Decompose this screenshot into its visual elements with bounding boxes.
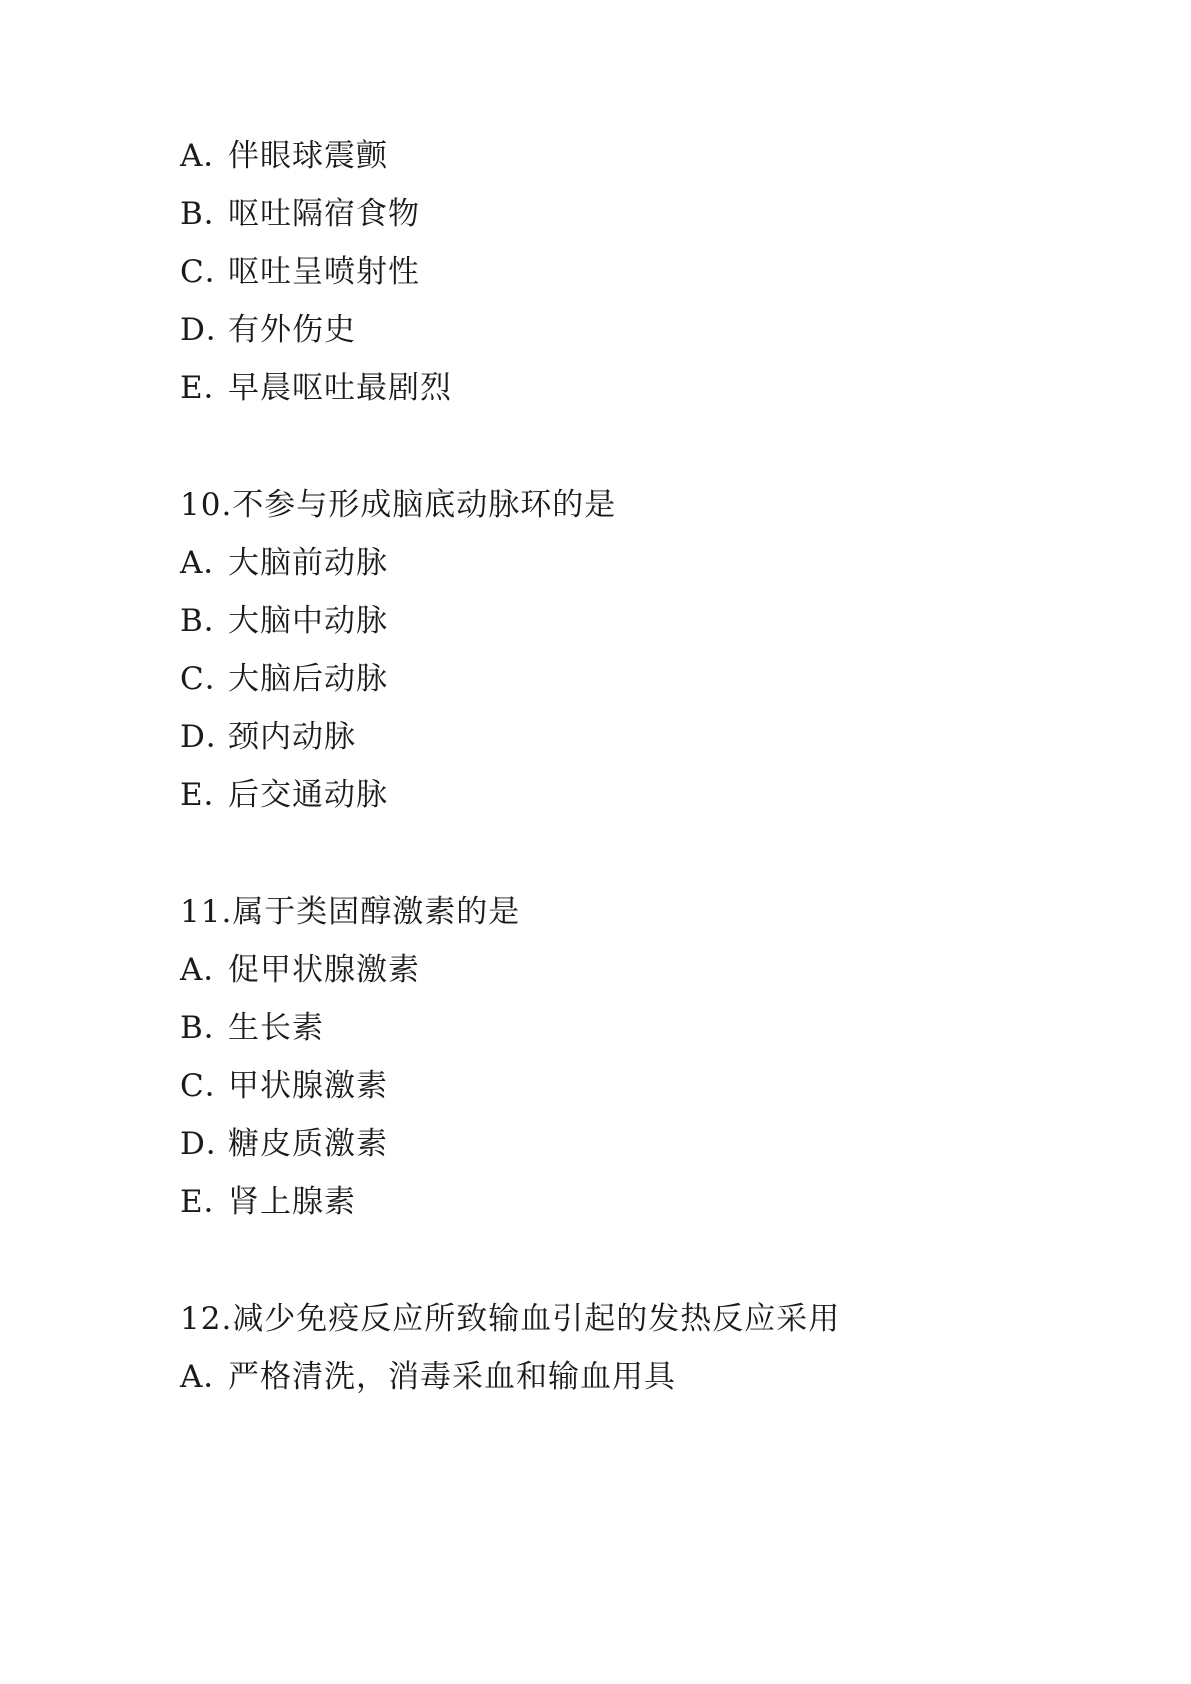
option-letter: D． xyxy=(180,312,238,348)
option-text: 严格清洗，消毒采血和输血用具 xyxy=(228,1359,676,1395)
option-letter: E． xyxy=(180,1184,236,1220)
option-line xyxy=(180,543,388,583)
option-text: 肾上腺素 xyxy=(228,1184,356,1220)
option-text: 大脑前动脉 xyxy=(228,545,388,581)
question-number: 10. xyxy=(180,487,233,523)
option-letter: D． xyxy=(180,719,238,755)
question-text: 属于类固醇激素的是 xyxy=(232,894,521,930)
option-letter: B． xyxy=(180,1010,236,1046)
option-line xyxy=(180,310,356,350)
option-line xyxy=(180,659,388,699)
option-letter: B． xyxy=(180,196,236,232)
option-letter: C． xyxy=(180,254,237,290)
option-text: 早晨呕吐最剧烈 xyxy=(228,370,452,406)
option-text: 有外伤史 xyxy=(228,312,356,348)
option-letter: A． xyxy=(180,545,236,581)
question-line xyxy=(180,892,520,932)
option-line xyxy=(180,1008,324,1048)
option-line xyxy=(180,136,388,176)
option-line xyxy=(180,950,420,990)
question-number: 11. xyxy=(180,894,233,930)
option-letter: D． xyxy=(180,1126,238,1162)
option-text: 生长素 xyxy=(228,1010,324,1046)
option-letter: C． xyxy=(180,1068,237,1104)
question-text: 不参与形成脑底动脉环的是 xyxy=(232,487,617,523)
option-letter: A． xyxy=(180,952,236,988)
option-text: 后交通动脉 xyxy=(228,777,388,813)
question-text: 减少免疫反应所致输血引起的发热反应采用 xyxy=(232,1301,841,1337)
option-letter: E． xyxy=(180,370,236,406)
option-text: 甲状腺激素 xyxy=(228,1068,388,1104)
option-letter: C． xyxy=(180,661,237,697)
option-text: 促甲状腺激素 xyxy=(228,952,420,988)
option-text: 呕吐呈喷射性 xyxy=(228,254,420,290)
option-text: 呕吐隔宿食物 xyxy=(228,196,420,232)
option-letter: A． xyxy=(180,138,236,174)
option-letter: E． xyxy=(180,777,236,813)
option-line xyxy=(180,1357,676,1397)
option-text: 大脑中动脉 xyxy=(228,603,388,639)
option-letter: A． xyxy=(180,1359,236,1395)
option-line xyxy=(180,1124,388,1164)
question-line xyxy=(180,1299,840,1339)
option-line xyxy=(180,775,388,815)
option-line xyxy=(180,194,420,234)
option-line xyxy=(180,1182,356,1222)
option-line xyxy=(180,1066,388,1106)
option-line xyxy=(180,252,420,292)
option-line xyxy=(180,717,356,757)
option-letter: B． xyxy=(180,603,236,639)
option-text: 伴眼球震颤 xyxy=(228,138,388,174)
option-text: 颈内动脉 xyxy=(228,719,356,755)
question-number: 12. xyxy=(180,1301,233,1337)
option-line xyxy=(180,368,452,408)
option-line xyxy=(180,601,388,641)
option-text: 糖皮质激素 xyxy=(228,1126,388,1162)
question-line xyxy=(180,485,616,525)
option-text: 大脑后动脉 xyxy=(228,661,388,697)
